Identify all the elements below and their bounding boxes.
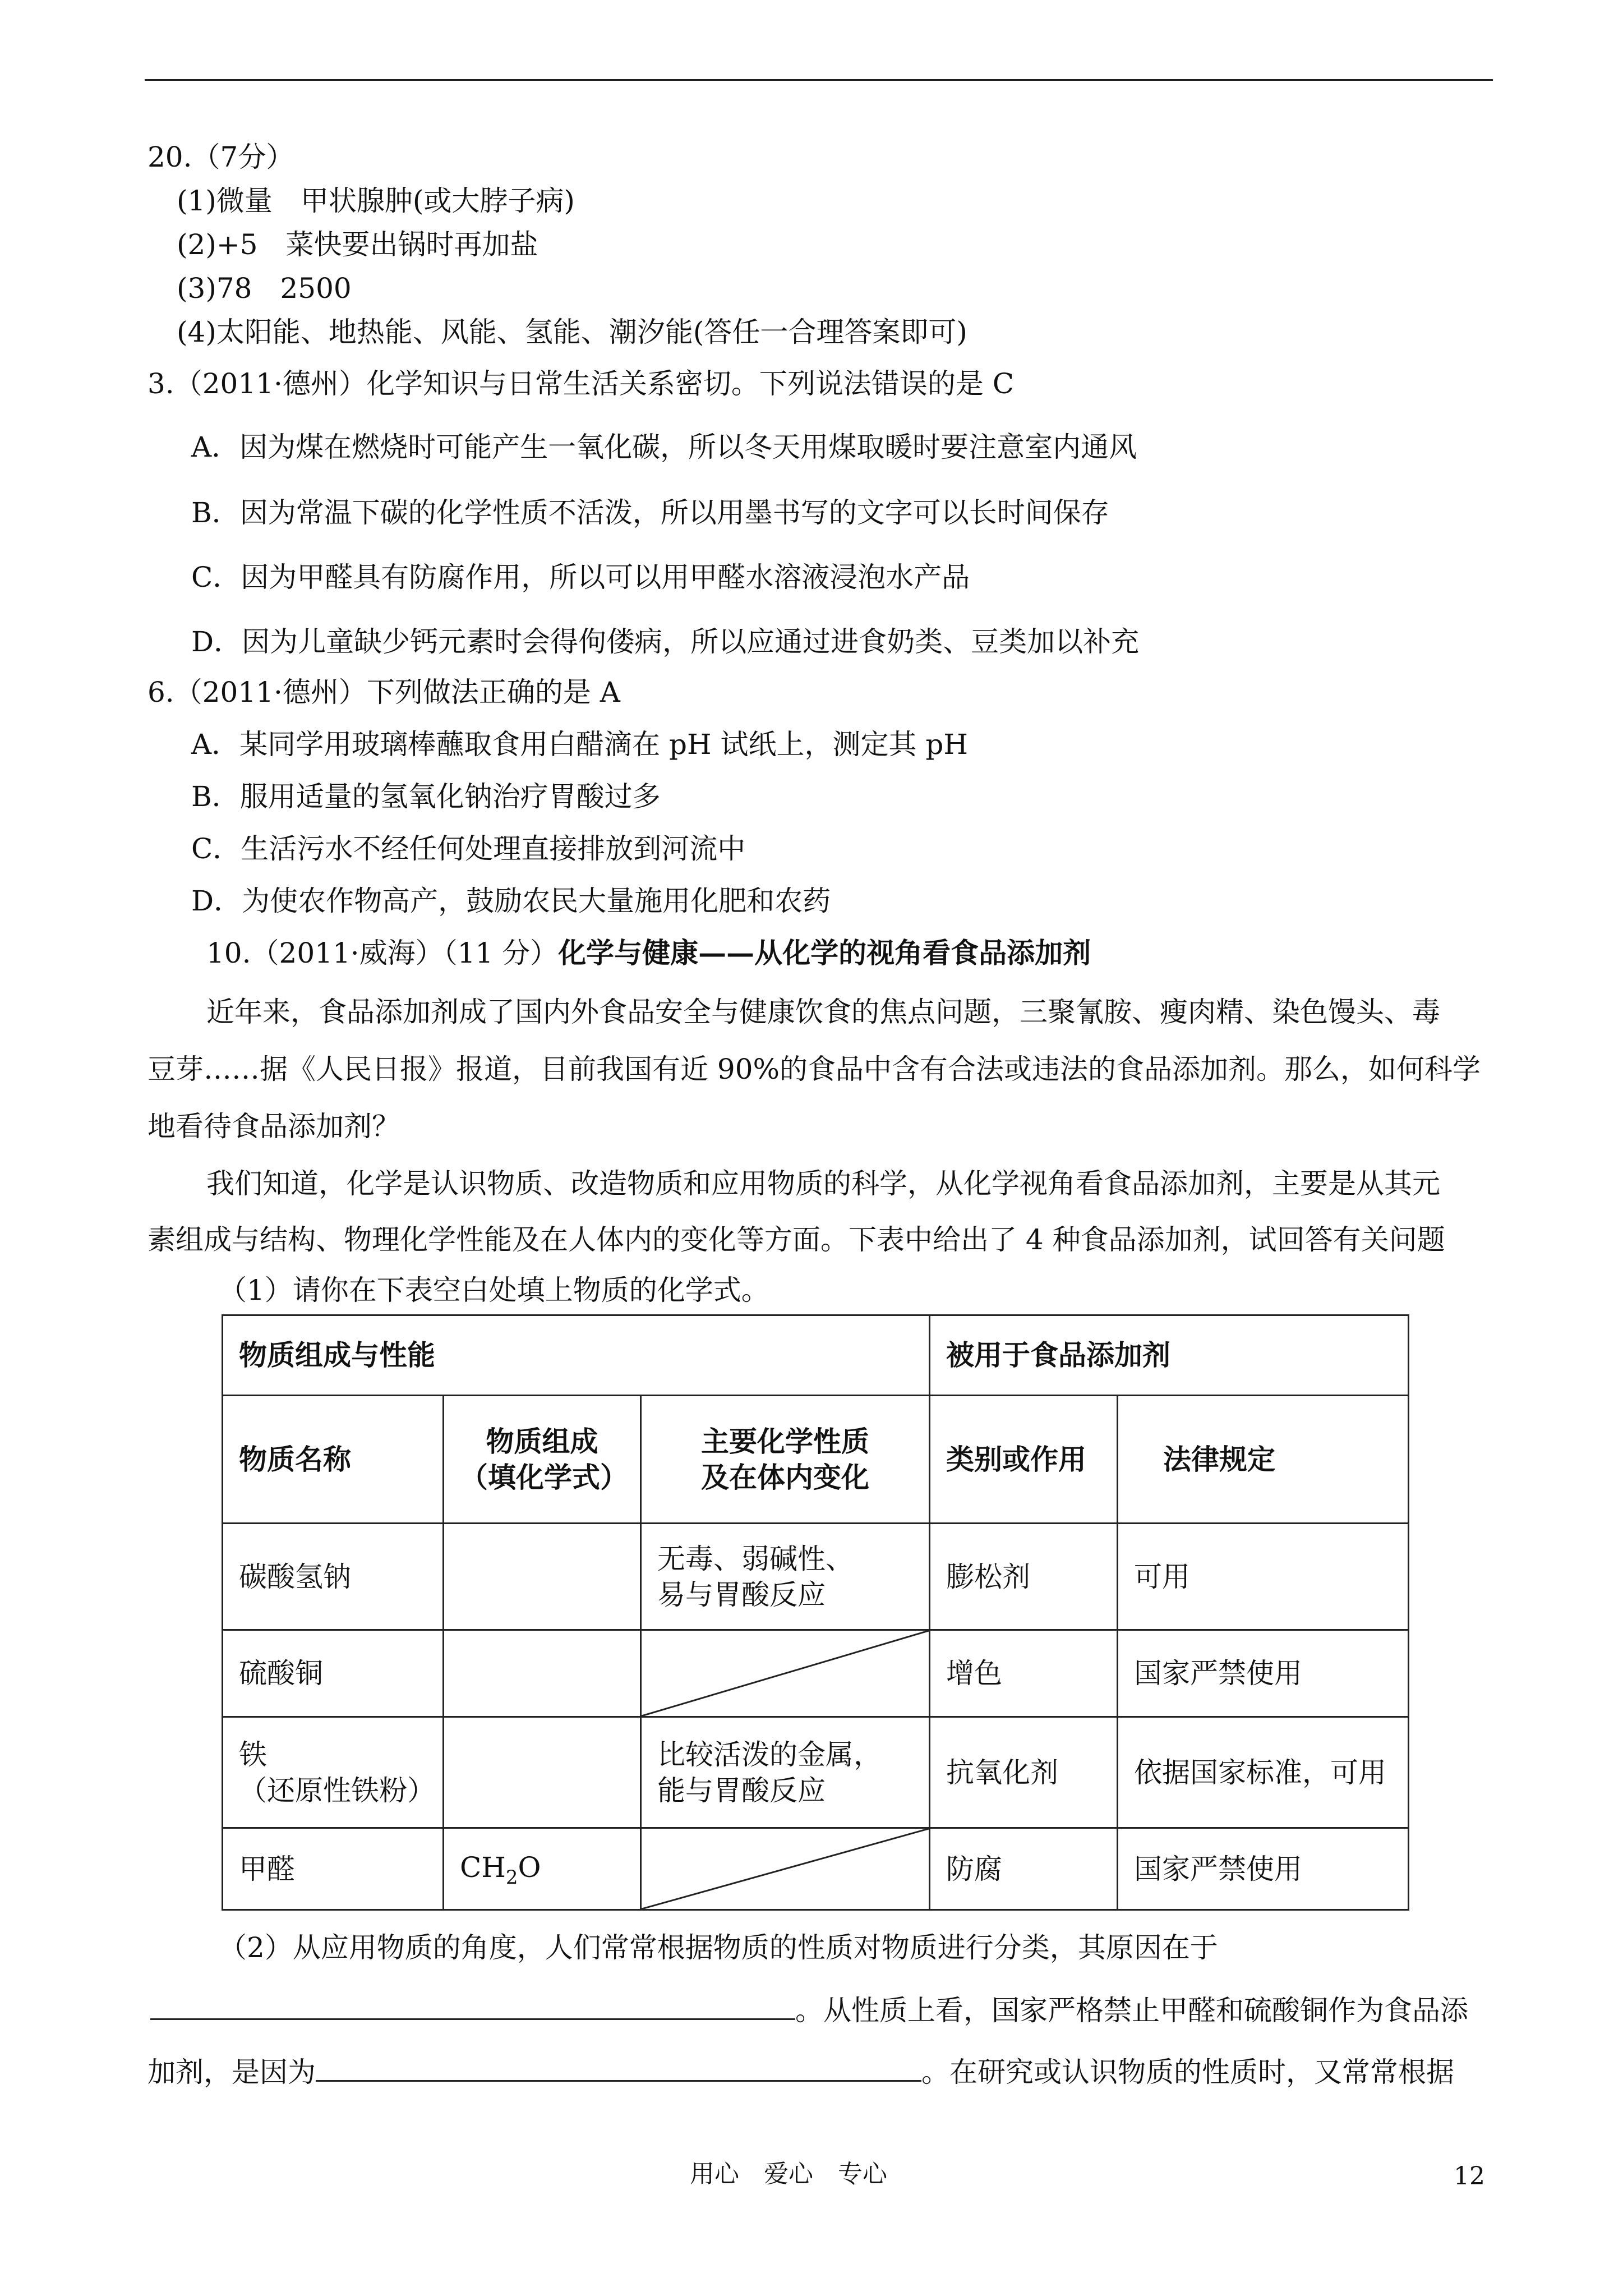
cell-properties-crossed bbox=[641, 1828, 930, 1910]
cell-properties-crossed bbox=[641, 1630, 930, 1717]
col-header-composition bbox=[444, 1396, 641, 1524]
table-row bbox=[223, 1717, 1409, 1828]
q10-para1-line2: 豆芽……据《人民日报》报道，目前我国有近 90%的食品中含有合法或违法的食品添加剂。那么，如何科学 bbox=[147, 1053, 1481, 1085]
q3-option-b: B．因为常温下碳的化学性质不活泼，所以用墨书写的文字可以长时间保存 bbox=[191, 496, 1109, 529]
cell-composition bbox=[444, 1828, 641, 1910]
q6-option-a: A．某同学用玻璃棒蘸取食用白醋滴在 pH 试纸上，测定其 pH bbox=[191, 728, 969, 761]
answer-blank-2[interactable] bbox=[316, 2053, 921, 2082]
col-header-properties-l2: 及在体内变化 bbox=[701, 1460, 869, 1494]
group-header-additive-use: 被用于食品添加剂 bbox=[930, 1315, 1409, 1396]
q6-option-c: C．生活污水不经任何处理直接排放到河流中 bbox=[191, 832, 746, 865]
cell-name-l1: 铁 bbox=[239, 1738, 267, 1771]
col-header-properties-l1: 主要化学性质 bbox=[701, 1424, 869, 1458]
q10-sub2-line3-text: 。在研究或认识物质的性质时，又常常根据 bbox=[921, 2056, 1454, 2088]
col-header-composition-l1: 物质组成 bbox=[486, 1424, 598, 1458]
cell-law: 依据国家标准，可用 bbox=[1118, 1717, 1409, 1828]
cell-properties-l1: 无毒、弱碱性、 bbox=[657, 1542, 854, 1575]
q10-sub2-line1: （2）从应用物质的角度，人们常常根据物质的性质对物质进行分类，其原因在于 bbox=[219, 1931, 1218, 1964]
q6-option-d: D．为使农作物高产，鼓励农民大量施用化肥和农药 bbox=[191, 885, 831, 917]
table-row bbox=[223, 1828, 1409, 1910]
page-number: 12 bbox=[1454, 2162, 1485, 2191]
q20-answer-3: (3)78 2500 bbox=[177, 272, 352, 305]
q20-answer-4: (4)太阳能、地热能、风能、氢能、潮汐能(答任一合理答案即可) bbox=[177, 316, 967, 348]
table-row bbox=[223, 1630, 1409, 1717]
q20-answer-1: (1)微量 甲状腺肿(或大脖子病) bbox=[177, 185, 575, 217]
table-row bbox=[223, 1524, 1409, 1630]
table-group-header-row bbox=[223, 1315, 1409, 1396]
q10-sub2-line3 bbox=[147, 2053, 1454, 2090]
q10-para1-line3: 地看待食品添加剂？ bbox=[147, 1110, 400, 1143]
cell-law: 国家严禁使用 bbox=[1118, 1828, 1409, 1910]
q20-answer-2: (2)+5 菜快要出锅时再加盐 bbox=[177, 228, 538, 261]
cell-use: 抗氧化剂 bbox=[930, 1717, 1118, 1828]
q10-para2-line1: 我们知道，化学是认识物质、改造物质和应用物质的科学，从化学视角看食品添加剂，主要是从其元 bbox=[206, 1167, 1440, 1200]
cell-properties bbox=[641, 1717, 930, 1828]
additives-table bbox=[222, 1314, 1409, 1911]
cell-properties-l2: 能与胃酸反应 bbox=[657, 1774, 826, 1807]
q20-title: 20.（7分） bbox=[147, 141, 294, 173]
cell-law: 国家严禁使用 bbox=[1118, 1630, 1409, 1717]
q3-stem: 3.（2011·德州）化学知识与日常生活关系密切。下列说法错误的是 C bbox=[147, 367, 1014, 400]
cell-name-l2: （还原性铁粉） bbox=[239, 1774, 435, 1807]
cell-properties-l2: 易与胃酸反应 bbox=[657, 1578, 826, 1611]
cell-composition-blank[interactable] bbox=[444, 1630, 641, 1717]
q10-heading-topic: 化学与健康——从化学的视角看食品添加剂 bbox=[558, 936, 1091, 969]
q6-option-b: B．服用适量的氢氧化钠治疗胃酸过多 bbox=[191, 780, 661, 813]
cell-name bbox=[223, 1717, 444, 1828]
q10-para2-line2: 素组成与结构、物理化学性能及在人体内的变化等方面。下表中给出了 4 种食品添加剂，试回答有关问题 bbox=[147, 1223, 1445, 1256]
cell-properties bbox=[641, 1524, 930, 1630]
cell-use: 增色 bbox=[930, 1630, 1118, 1717]
cell-name: 硫酸铜 bbox=[223, 1630, 444, 1717]
q6-stem: 6.（2011·德州）下列做法正确的是 A bbox=[147, 676, 620, 708]
q10-sub2-line2-text: 。从性质上看，国家严格禁止甲醛和硫酸铜作为食品添 bbox=[795, 1994, 1468, 2027]
answer-blank-1[interactable] bbox=[150, 1991, 795, 2020]
formula-subscript: 2 bbox=[505, 1866, 518, 1889]
col-header-composition-l2: （填化学式） bbox=[460, 1460, 628, 1494]
q10-sub2-line2 bbox=[150, 1991, 1468, 2028]
group-header-composition: 物质组成与性能 bbox=[223, 1315, 930, 1396]
q10-para1-line1: 近年来，食品添加剂成了国内外食品安全与健康饮食的焦点问题，三聚氰胺、瘦肉精、染色馒头、毒 bbox=[206, 996, 1440, 1028]
cell-composition-blank[interactable] bbox=[444, 1717, 641, 1828]
cell-name: 碳酸氢钠 bbox=[223, 1524, 444, 1630]
q3-option-d: D．因为儿童缺少钙元素时会得佝偻病，所以应通过进食奶类、豆类加以补充 bbox=[191, 625, 1140, 658]
col-header-use: 类别或作用 bbox=[930, 1396, 1118, 1524]
col-header-law: 法律规定 bbox=[1118, 1396, 1409, 1524]
cell-law: 可用 bbox=[1118, 1524, 1409, 1630]
q10-sub1-prompt: （1）请你在下表空白处填上物质的化学式。 bbox=[219, 1274, 769, 1306]
formula-tail: O bbox=[518, 1851, 541, 1884]
q3-option-c: C．因为甲醛具有防腐作用，所以可以用甲醛水溶液浸泡水产品 bbox=[191, 561, 970, 593]
col-header-properties bbox=[641, 1396, 930, 1524]
q3-option-a: A．因为煤在燃烧时可能产生一氧化碳，所以冬天用煤取暖时要注意室内通风 bbox=[191, 431, 1137, 463]
cell-use: 膨松剂 bbox=[930, 1524, 1118, 1630]
q10-sub2-line3-lead: 加剂，是因为 bbox=[147, 2056, 316, 2088]
header-rule bbox=[145, 79, 1493, 81]
footer-motto: 用心 爱心 专心 bbox=[690, 2160, 887, 2188]
cell-name: 甲醛 bbox=[223, 1828, 444, 1910]
formula-main: CH bbox=[460, 1851, 506, 1884]
table-column-header-row bbox=[223, 1396, 1409, 1524]
q10-heading bbox=[206, 935, 1091, 971]
q10-heading-source: 10.（2011·威海）（11 分） bbox=[206, 937, 559, 969]
cell-composition-blank[interactable] bbox=[444, 1524, 641, 1630]
cell-properties-l1: 比较活泼的金属， bbox=[657, 1738, 882, 1771]
cell-use: 防腐 bbox=[930, 1828, 1118, 1910]
col-header-name: 物质名称 bbox=[223, 1396, 444, 1524]
